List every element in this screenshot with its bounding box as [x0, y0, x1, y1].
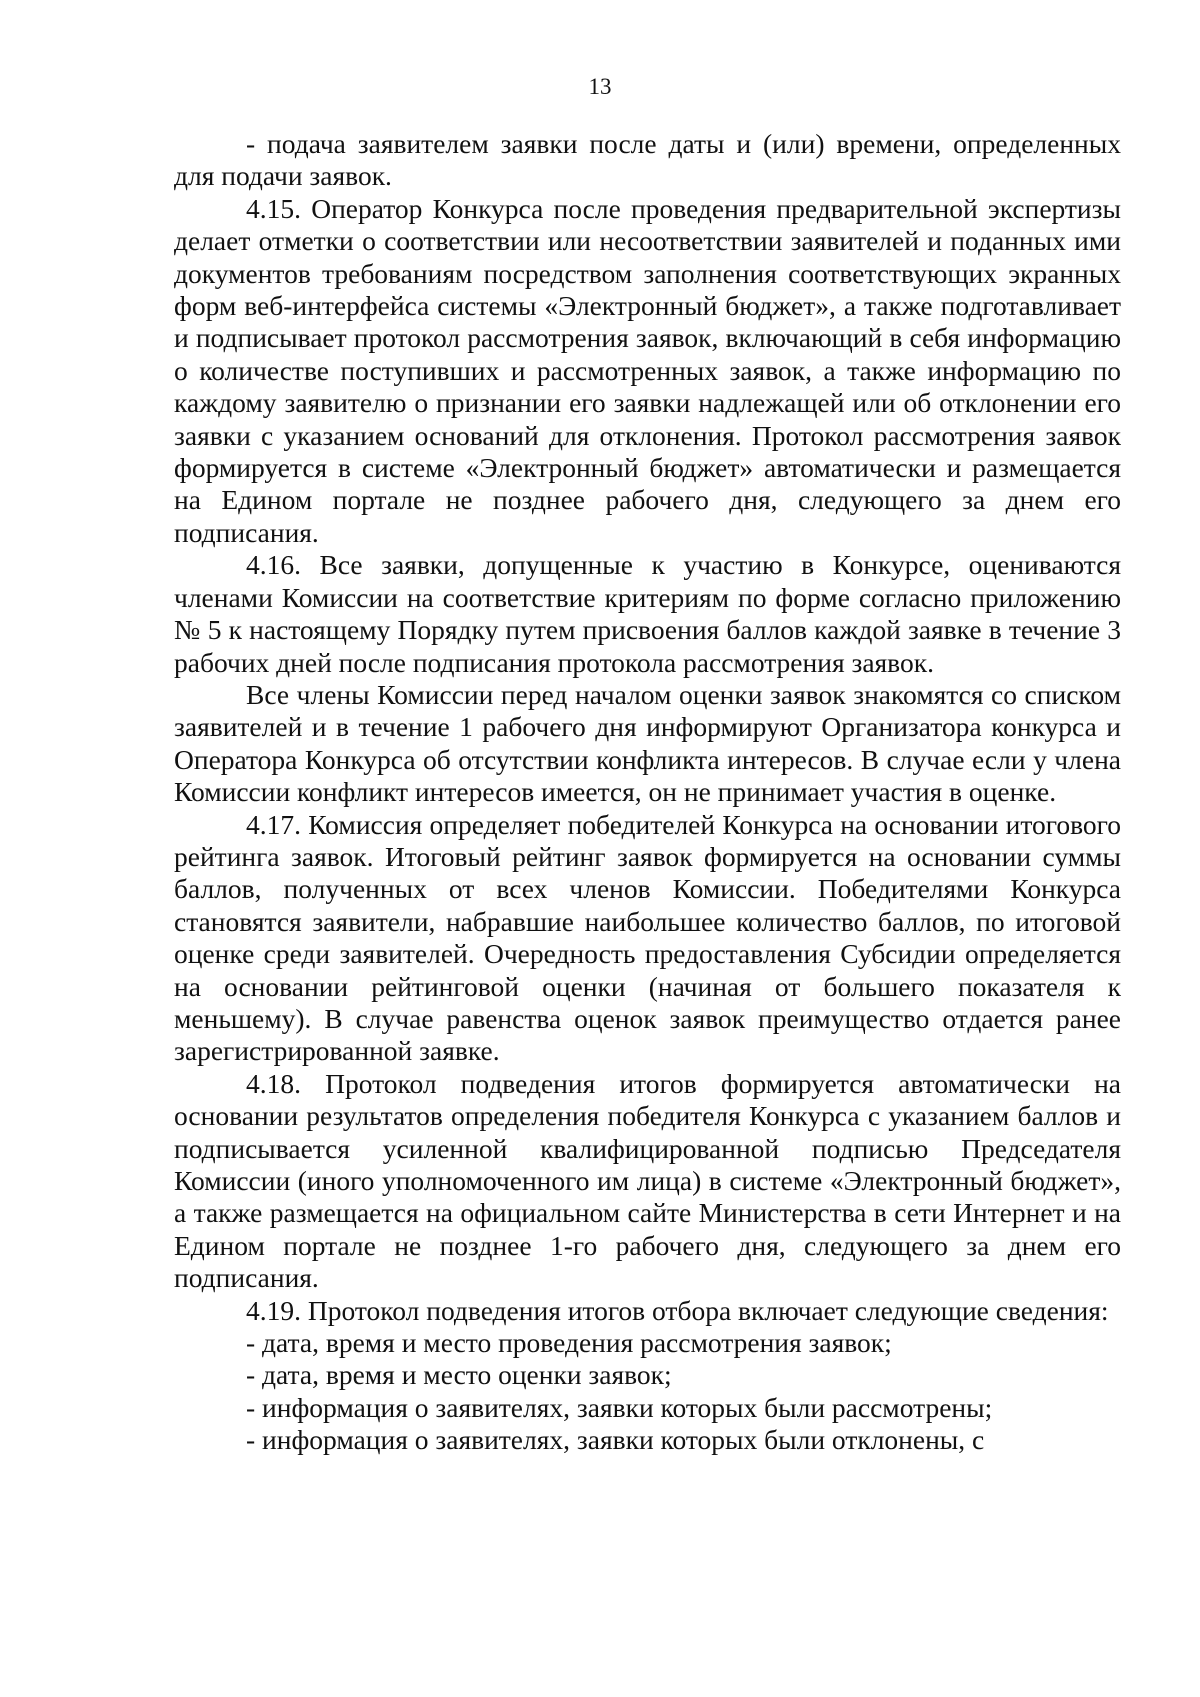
page-number: 13	[588, 74, 612, 99]
list-item-reviewed-applicants: - информация о заявителях, заявки которых были рассмотрены;	[246, 1391, 993, 1423]
paragraph-4-19: 4.19. Протокол подведения итогов отбора включает следующие сведения:	[246, 1294, 1109, 1326]
paragraph-4-18: 4.18. Протокол подведения итогов формируется автоматически на основании результатов определения победителя Конкурса с указанием баллов и подписывается усиленной квалифицированной подписью Председателя Комиссии (иного уполномоченного им лица) в системе «Электронный бюджет», а также размещается на официальном сайте Министерства в сети Интернет и на Едином портале не позднее 1-го рабочего дня, следующего за днем его подписания.	[174, 1067, 1121, 1294]
paragraph-4-15: 4.15. Оператор Конкурса после проведения предварительной экспертизы делает отметки о соответствии или несоответствии заявителей и поданных ими документов требованиям посредством заполнения соответствующих экранных форм веб-интерфейса системы «Электронный бюджет», а также подготавливает и подписывает протокол рассмотрения заявок, включающий в себя информацию о количестве поступивших и рассмотренных заявок, а также информацию по каждому заявителю о признании его заявки надлежащей или об отклонении его заявки с указанием оснований для отклонения. Протокол рассмотрения заявок формируется в системе «Электронный бюджет» автоматически и размещается на Едином портале не позднее рабочего дня, следующего за днем его подписания.	[174, 192, 1121, 548]
document-body	[174, 128, 1121, 1457]
list-item-review-date: - дата, время и место проведения рассмотрения заявок;	[246, 1327, 892, 1359]
paragraph-submission-deadline: - подача заявителем заявки после даты и (или) времени, определенных для подачи заявок.	[174, 128, 1121, 192]
list-item-evaluation-date: - дата, время и место оценки заявок;	[246, 1359, 672, 1391]
paragraph-4-16: 4.16. Все заявки, допущенные к участию в Конкурсе, оцениваются членами Комиссии на соответствие критериям по форме согласно приложению № 5 к настоящему Порядку путем присвоения баллов каждой заявке в течение 3 рабочих дней после подписания протокола рассмотрения заявок.	[174, 549, 1121, 678]
paragraph-4-17: 4.17. Комиссия определяет победителей Конкурса на основании итогового рейтинга заявок. Итоговый рейтинг заявок формируется на основании суммы баллов, полученных от всех членов Комиссии. Победителями Конкурса становятся заявители, набравшие наибольшее количество баллов, по итоговой оценке среди заявителей. Очередность предоставления Субсидии определяется на основании рейтинговой оценки (начиная от большего показателя к меньшему). В случае равенства оценок заявок преимущество отдается ранее зарегистрированной заявке.	[174, 808, 1121, 1067]
paragraph-conflict-of-interest: Все члены Комиссии перед началом оценки заявок знакомятся со списком заявителей и в течение 1 рабочего дня информируют Организатора конкурса и Оператора Конкурса об отсутствии конфликта интересов. В случае если у члена Комиссии конфликт интересов имеется, он не принимает участия в оценке.	[174, 678, 1121, 808]
list-item-rejected-applicants: - информация о заявителях, заявки которых были отклонены, с	[246, 1424, 985, 1456]
